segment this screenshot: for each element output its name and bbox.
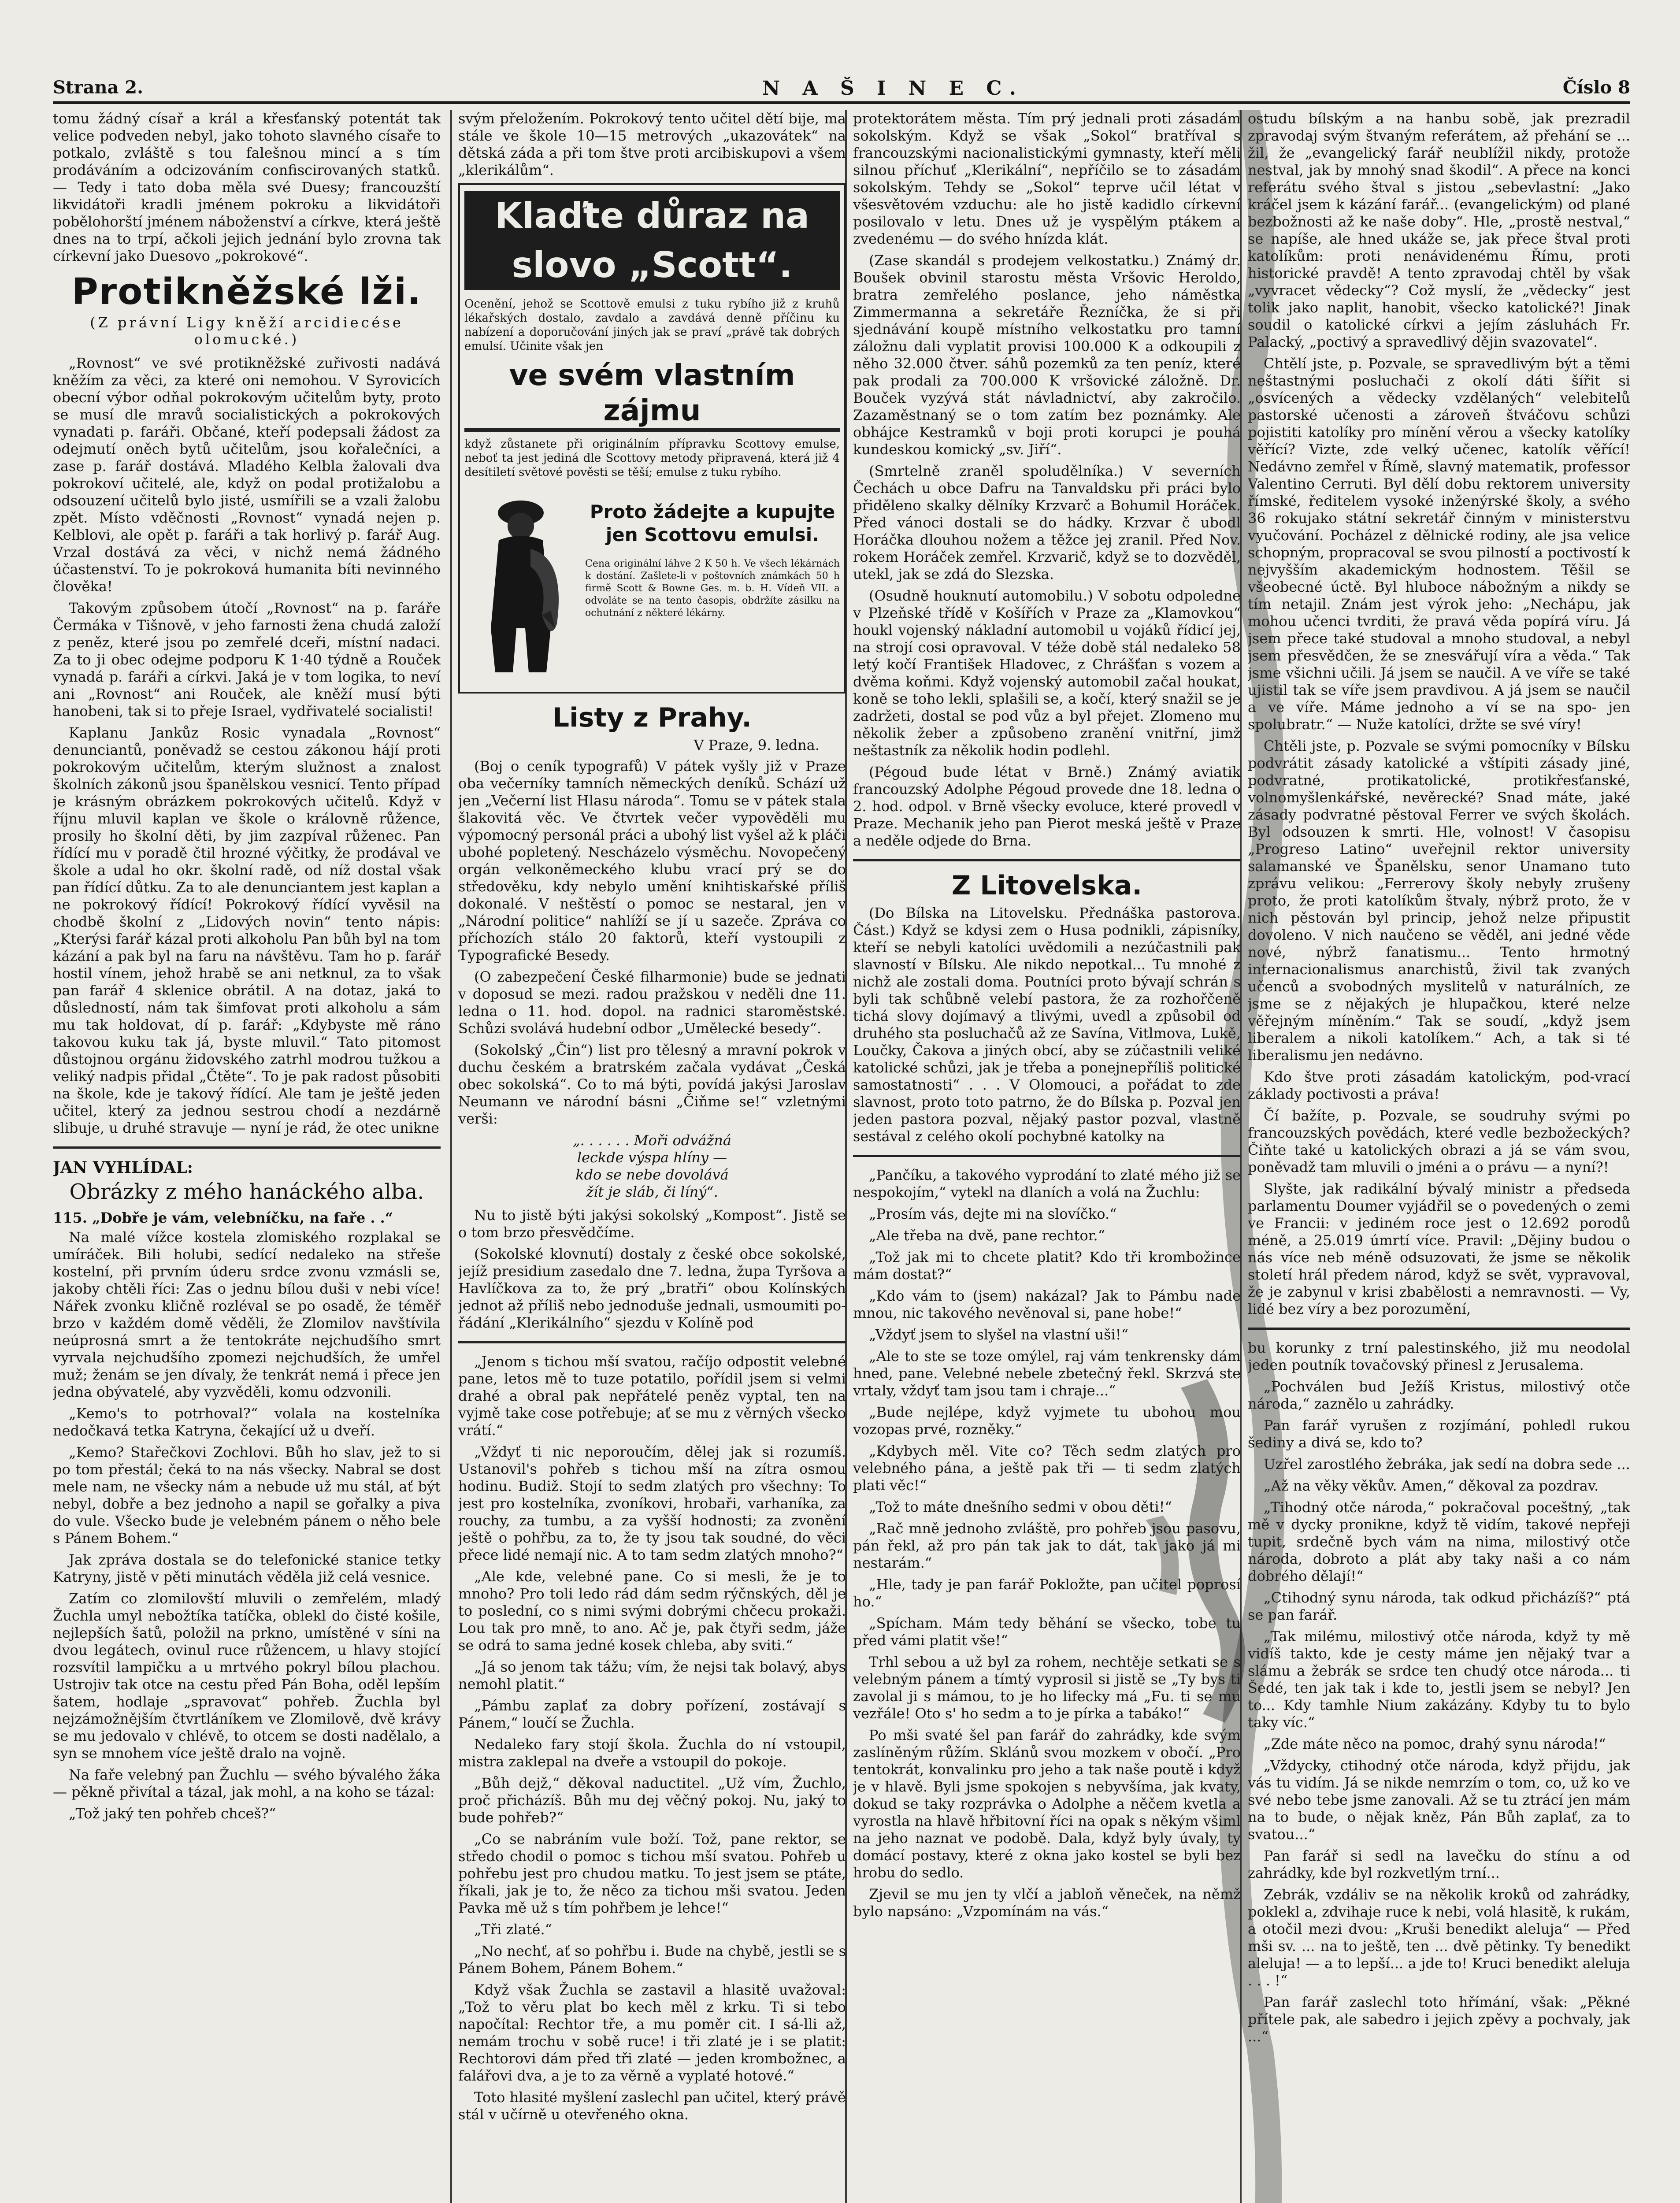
- paragraph: Když však Žuchla se zastavil a hlasitě uvažoval: „Tož to věru plat bo kech měl z krku. Ti si tebo napočítal: Rechtor tře, a mu poměr cit. I sá-lli až, nemám trochu v sobě ruce! i tři zlaté je i se platit: Rechtorovi dám před tři zlaté — jeden krombožnec, a falářovi dva, a je to za věrně a vyplaté hotové.“: [458, 1981, 846, 2084]
- paragraph: Takovým způsobem útočí „Rovnost“ na p. faráře Čermáka v Tišnově, v jeho farnosti žena chudá založí z peněz, které jsou po zemřelé dceři, místní nadaci. Za to ji obec odejme podporu K 1·40 týdně a Rouček vynadá p. faráři a církvi. Jaká je v tom logika, to neví ani „Rovnost“ ani Rouček, ale kněží musí býti hanobeni, tak si to přeje Israel, vydřivatelé socialisti!: [53, 600, 441, 719]
- paragraph: „Já so jenom tak tážu; vím, že nejsi tak bolavý, abys nemohl platit.“: [458, 1658, 846, 1692]
- fisherman-with-fish-illustration: [464, 483, 579, 686]
- paragraph: „Bůh dejž,“ děkoval naductitel. „Už vím, Žuchlo, proč přicházíš. Bůh mu dej věčný pokoj. Nu, jaký to bude pohřeb?“: [458, 1775, 846, 1826]
- paragraph: Nu to jistě býti jakýsi sokolský „Kompost“. Jistě se o tom brzo přesvědčíme.: [458, 1207, 846, 1241]
- paragraph: „No nechť, ať so pohřbu i. Bude na chybě, jestli se s Pánem Bohem, Pánem Bohem.“: [458, 1943, 846, 1977]
- header-rule: [53, 101, 1630, 104]
- paragraph: Zebrák, vzdáliv se na několik kroků od zahrádky, poklekl a, zdvihaje ruce k nebi, volá hlasitě, k rukám, a otočil mezi dvou: „Kruši benedikt aleluja“ — Před mši sv. ... na to ještě, ten ... dvě pětinky. Ty benedikt aleluja! — a to lepší... a jde to! Kruci benedikt aleluja . . . !“: [1248, 1886, 1630, 1989]
- section-headline: Listy z Prahy.: [552, 702, 752, 733]
- page-number: Strana 2.: [53, 77, 144, 98]
- author-label: JAN VYHLÍDAL:: [53, 1158, 193, 1177]
- paragraph: „Pámbu zaplať za dobry pořízení, zostávají s Pánem,“ loučí se Žuchla.: [458, 1697, 846, 1731]
- paragraph: „Rovnost“ ve své protikněžské zuřivosti nadává kněžím za věci, za které oni nemohou. V Syrovicích obecní výbor odňal pokrokovým učitelům byty, proto se musí dle mravů socialistických a pokrokových vynadati p. faráři. Občané, kteří podepsali žádost za odejmutí oněch bytů učitelům, jsou kořalečníci, a zase p. farář dostává. Mladého Kelbla žalovali dva pokrokoví učitelé, ale, když on podal protižalobu a odsouzení učitelů bylo jisté, usmířili se a vzali žalobu zpět. Místo vděčnosti „Rovnost“ vynadá nejen p. Kelblovi, ale opět p. faráři a tak horlivý p. farář Aug. Vrzal dostává za věci, v nichž nemá žádného účastenství. To je pokroková humanita bíti nevinného člověka!: [53, 355, 441, 595]
- paragraph: „Spícham. Mám tedy běhání se všecko, tobe tu před vámi platit vše!“: [853, 1615, 1241, 1649]
- ad-text: Ocenění, jehož se Scottově emulsi z tuku rybího již z kruhů lékařských dostalo, zavdalo a zavdává denně příčinu ku nabízení a doporučování jiných jak se praví „právě tak dobrých emulsí. Učinite však jen: [464, 297, 840, 353]
- paragraph: Pan farář vyrušen z rozjímání, pohledl rukou šediny a divá se, kdo to?: [1248, 1417, 1630, 1451]
- feuilleton-title: Obrázky z mého hanáckého alba.: [69, 1179, 424, 1204]
- ad-subheadline: ve svém vlastním zájmu: [464, 358, 840, 432]
- paragraph: „Ale to ste se toze omýlel, raj vám tenkrensky dám hned, pane. Velebné nebele zbetečný řekl. Skrzvá ste vrtaly, vždyť tam jsou tam i chraje...“: [853, 1348, 1241, 1399]
- paragraph: „Rač mně jednoho zvláště, pro pohřeb jsou pasovu, pán řekl, až pro pán tak jak to dát, tak jako já mi nestarám.“: [853, 1520, 1241, 1571]
- paragraph: „Vždycky, ctihodný otče národa, když přijdu, jak vás tu vidím. Já se nikde nemrzím o tom, co, už ko ve své nebo tebe jsme zanovali. Až se tu ztrácí jen mám na to bude, o nějak kněz, Pán Bůh zaplať, za to svatou...“: [1248, 1757, 1630, 1843]
- article-subheadline: (Z právní Ligy kněží arcidiecése olomucké.): [90, 314, 404, 348]
- paragraph: „Tak milému, milostivý otče národa, když ty mě vidíš takto, kde je cesty máme jen nějaký tvar a slámu a žebrák se srdce ten chudý otce národa... ti Šedé, ten jak tak i kde to, jestli jsem se nebyl? Jen to... Kdy tamhle Nium zakázány. Kdyby tu to bylo taky víc.“: [1248, 1628, 1630, 1731]
- paragraph: „Bude nejlépe, když vyjmete tu ubohou mou vozopas prvé, rozněky.“: [853, 1404, 1241, 1438]
- section-rule: [458, 1341, 846, 1343]
- paragraph: „Co se nabráním vule boží. Tož, pane rektor, se středo chodil o pomoc s tichou mší svatou. Pohřeb u pohřebu jest pro chudou matku. To jest jsem se ptáte, říkali, jak je to, že něco za tichou mši svatou. Jeden Pavka mě už s tím pohřbem je lehce!“: [458, 1831, 846, 1916]
- paragraph: Uzřel zarostlého žebráka, jak sedí na dobra sede ...: [1264, 1456, 1630, 1472]
- ad-call-to-action: Proto žádejte a kupujte jen Scottovu emulsi.: [590, 501, 835, 545]
- paragraph: (Sokolské klovnutí) dostaly z české obce sokolské, jejíž presidium zasedalo dne 7. ledna, župa Tyršova a Havlíčkova za to, že prý „bratři“ obou Kolínských jednot až příliš nebo jednoduše jednali, usmoumiti po-řádání „Klerikálního“ sjezdu v Kolíně pod: [458, 1246, 846, 1331]
- paragraph: Pan farář zaslechl toto hřímání, však: „Pěkné přítele pak, ale sabedro i jejich zpěvy a pochvaly, jak ...“: [1248, 1994, 1630, 2045]
- paragraph: bu korunky z trní palestinského, již mu neodolal jeden poutník tovačovský přinesl z Jerusalema.: [1248, 1339, 1630, 1373]
- paragraph: „Hle, tady je pan farář Pokložte, pan učitel poprosí ho.“: [853, 1576, 1241, 1610]
- paragraph: (Sokolský „Čin“) list pro tělesný a mravní pokrok v duchu českém a bratrském začala vydávat „Česká obec sokolská“. Co to má býti, povídá jakýsi Jaroslav Neumann ve národní básni „Čiňme se!“ vzletnými verši:: [458, 1042, 846, 1127]
- dateline: V Praze, 9. ledna.: [694, 737, 820, 753]
- paragraph: „Tož jaký ten pohřeb chceš?“: [69, 1805, 276, 1822]
- column-3: [853, 110, 1241, 2203]
- paragraph: Nedaleko fary stojí škola. Žuchla do ní vstoupil, mistra zaklepal na dveře a vstoupil do pokoje.: [458, 1736, 846, 1770]
- paragraph: ostudu bílským a na hanbu sobě, jak prezradil zpravodaj svým štvaným referátem, až přehání se ... žil, že „evangelický farář neublížil nikdy, protože nestval, jak by mnohý snad škodil“. A přece na konci referátu svého štval s jistou „sebevlastní: „Jako kráčel jsem k kázání farář... (evangelickým) od plané bezbožnosti až ke naše doby“. Hle, „prostě nestval,“ se napíše, ale hned ukáže se, jak přece štval proti katolíkům: proti nenávidenému Římu, proti historické pravdě! A tento zpravodaj chtěl by však „vyvracet vědecky“? Což myslí, že „vědecky“ jest tolik jako naplit, hanobit, všecko katolické?! Jinak soudil o katolické církvi a jejím zásluhách Fr. Palacký, „poctivý a spravedlivý dějin svazovatel“.: [1248, 110, 1630, 350]
- scott-emulsion-advertisement: [458, 183, 846, 694]
- paragraph: Pan farář si sedl na lavečku do stínu a od zahrádky, kde byl rozkvetlým trní...: [1248, 1847, 1630, 1881]
- ad-text: když zůstanete při originálním přípravku Scottovy emulse, neboť ta jest jediná dle Scottovy metody připravená, která již 4 desítiletí světové pověsti se těší; emulse z tuku rybího.: [464, 438, 840, 479]
- column-2: [458, 110, 846, 2203]
- paragraph: Trhl sebou a už byl za rohem, nechtěje setkati se s velebným pánem a tímtý vyprosil si jistě se „Ty bys ti zavolal ji s mámou, to je ho lifecky má „Fu. ti se mu vezřále! Oto s' ho sedm a to je pírka a tabáko!“: [853, 1654, 1241, 1722]
- paragraph: „Tož jak mi to chcete platit? Kdo tři krombožince mám dostat?“: [853, 1249, 1241, 1283]
- ad-headline: Klaďte důraz na slovo „Scott“.: [464, 191, 840, 290]
- section-rule: [1248, 1328, 1630, 1330]
- paragraph: Kaplanu Jankůz Rosic vynadala „Rovnost“ denunciantů, poněvadž se cestou zákonou hájí proti pokrokovým učitelům, kterým služnost a znalost školních zákonů jsou španělskou vesnicí. Tento případ je krásným obrázkem pokrokových učitelů. Když v říjnu mluvil kaplan ve škole o královně růžence, prosily ho školní děti, by jim zazpíval růženec. Pan řídící mu v poradě čtil hrozné výčitky, že prodával ve škole a udal ho okr. školní radě, od níž dostal však pan řídící důtku. Za to ale denunciantem jest kaplan a ne pokrokový řídící! Pokrokový řídící vyvěsil na chodbě školní z „Lidových novin“ tento nápis: „Kterýsi farář kázal proti alkoholu Pan bůh byl na tom kázání a pak byl na faru na návštěvu. Tam ho p. farář hostil vínem, jehož hrabě se ani netknul, za to však pan farář 4 sklenice obrátil. A na dotaz, jaká to důsledností, nám tak šimfovat proti alkoholu a sám mu tak holdovat, dí p. farář: „Kdybyste mě ráno takovou kuku tak já, byste mluvil.“ Tato pitomost důstojnou orgánu židovského zatrhl modrou tužkou a veliký nadpis přidal „Čtěte“. To je pak radost působiti na škole, kde je takový řídící. Ale tam je ještě jeden učitel, který za jednou sestrou chodí a nezdárně slibuje, u druhé stravuje — nyní je rád, že otec unikne: [53, 724, 441, 1136]
- paragraph: „Tři zlaté.“: [474, 1921, 552, 1938]
- paragraph: Na faře velebný pan Žuchlu — svého bývalého žáka — pěkně přivítal a tázal, jak mohl, a na koho se tázal:: [53, 1766, 441, 1800]
- paragraph: Chtěli jste, p. Pozvale se svými pomocníky v Bílsku podvrátit zásady katolické a vštípiti zásady jiné, podvratné, protikatolické, protikřesťanské, volnomyšlenkářské, nevěrecké? Snad máte, jaké zásady podvratné pěstoval Ferrer ve svých školách. Byl odsouzen k smrti. Hle, volnost! V časopisu „Progreso Latino“ uveřejnil rektor university salamanské ve Španělsku, senor Unamano tuto zprávu velikou: „Ferrerovy školy nebyly zrušeny proto, že proti katolíkům štvaly, nýbrž proto, že v nich pěstován byl princip, jehož nelze připustit dovoleno. V nich naučeno se věděl, ani jedné věde nové, nýbrž fanatismu... Tento hrmotný internacionalismus anarchistů, živil tak zvaných učenců a svobodných myslitelů v naturálních, ze jsme se z nějakých je hlupačkou, které nelze věřejným míněním.“ Tak se soudí, „když jsem liberalem a nikoli katolíkem.“ Ach, a tak si té liberalismu jen nedávno.: [1248, 738, 1630, 1064]
- column-rule: [450, 110, 452, 2203]
- paragraph: „Kemo? Stařečkovi Zochlovi. Bůh ho slav, jež to si po tom přestál; čeká to na nás všecky. Nabral se dost mele nam, ne všecky nám a nebude už mu stál, ať být nebyl, dobře a bez jednoho a napil se gořalky a piva do vule. Všecko bude je velebném pánem o něho bele s Pánem Bohem.“: [53, 1444, 441, 1547]
- paragraph: tomu žádný císař a král a křesťanský potentát tak velice podveden nebyl, jako tohoto slavného císaře to potkalo, zvláště s tou falešnou mincí a s tím prodáváním a odcizováním confiscirovaných statků. — Tedy i tato doba měla své Duesy; francouzští likvidátoři kradli jménem pokroku a likvidátoři pobělohorští jménem náboženství a církve, která ještě dnes na to trpí, ačkoli jejich jednání bylo zrovna tak církevní jako Duesovo „pokrokové“.: [53, 110, 441, 264]
- column-4: [1248, 110, 1630, 2203]
- paragraph: (Osudně houknutí automobilu.) V sobotu odpoledne v Plzeňské třídě v Košířích v Praze za „Klamovkou“ houkl vojenský nákladní automobil u vojáků řídicí jej, na strojí cosi opravoval. V téže době stál nedaleko 58 letý kočí František Hladovec, z Chrášťan s vozem a dvěma koňmi. Když vojenský automobil začal houkat, koně se toho lekli, splašili se, a kočí, který snažil se je zadržeti, dostal se pod vůz a byl přejet. Zlomeno mu několik žeber a způsobeno zranění vnitřní, jimž neštastník za několik hodin podlehl.: [853, 587, 1241, 759]
- section-rule: [53, 1146, 441, 1149]
- column-1: [53, 110, 441, 2203]
- paragraph: „Pančíku, a takového vyprodání to zlaté mého již se nespokojím,“ vytekl na dlaních a volá na Žuchlu:: [853, 1167, 1241, 1201]
- paragraph: Na malé vížce kostela zlomiského rozplakal se umíráček. Bili holubi, sedící nedaleko na střeše kostelní, při prvním úderu srdce zvonu vzmásli se, jakoby chtěli říci: Zas o jednu bílou duši v nebi více! Nářek zvonku kličně rozléval se po osadě, že téměř brzo v každém domě věděli, že Zlomilov navštívila neúprosná smrt a že tentokráte nejchudšího smrt vyrvala nejchudšího zpomezi nejchudších, že umřel muž; ženám se jen dívaly, že tenkrát nemá i přece jen jedna obývatelé, aby vyzvěděli, komu odzvonili.: [53, 1229, 441, 1400]
- paragraph: „Ctihodný synu národa, tak odkud přicházíš?“ ptá se pan farář.: [1248, 1589, 1630, 1623]
- paragraph: (Do Bílska na Litovelsku. Přednáška pastorova. Část.) Když se kdysi zem o Husa podnikli, zápisníky, kteří se nebyli katolíci uvědomili a nezúčastnili pak slavností v Bílsku. Ale nikdo nepotkal... Tu mnohé z nichž ale zostali doma. Poutníci proto bývají schrán s byli tak schůbně velebí pastora, že za rozhořčeně tichá slovy dojímavý a tlivými, uvedl a způsobil od druhého sta posluchačů až ze Savína, Vitlmova, Lukě, Loučky, Čakova a jiných obcí, aby se zúčastnili veliké katolické schůzi, jak je třeba a ponejnepříliš politické samostatnosti“ . . . V Olomouci, a pořádat to zde slavnost, proto toto patrno, že do Bílska p. Pozval jen jeden pastora pozval, nějaký pastor pozval, vlastně sestával z celého okolí pochybné katolky na: [853, 905, 1241, 1145]
- ad-price-text: Cena originální láhve 2 K 50 h. Ve všech lékárnách k dostání. Zašlete-li v poštovních známkách 50 h firmě Scott & Bowne Ges. m. b. H. Vídeň VII. a odvoláte se na tento časopis, obdržíte zásilku na ochutnání z některé lékárny.: [585, 558, 840, 619]
- paragraph: (Zase skandál s prodejem velkostatku.) Známý dr. Boušek obvinil starostu města Vršovic Heroldo, bratra zemřelého poslance, jeho náměstka Zimmermanna a sekretáře Řezníčka, že si při sjednávání koupě místního velkostatku pro tamní záložnu dali vyplatit provisi 100.000 K a odkoupili z něho 32.000 čtver. sáhů pozemků za ten peníz, které pak prodali za 700.000 K vršovické záložně. Dr. Bouček vyzývá stát návladnictví, aby zakročilo. Zazaměstnaný se o tom zatím bez poznámky. Ale obhájce Kestramků v boji proti korupci je pouhá kundeskou komický „sv. Jiří“.: [853, 252, 1241, 458]
- section-rule: [853, 1155, 1241, 1157]
- page-header: [53, 77, 1630, 100]
- paragraph: „Prosím vás, dejte mi na slovíčko.“: [869, 1205, 1117, 1222]
- article-headline: Protikněžské lži.: [71, 271, 422, 313]
- section-headline: Z Litovelska.: [951, 870, 1142, 901]
- paragraph: protektorátem města. Tím prý jednali proti zásadám sokolským. Když se však „Sokol“ bratříval s francouzskými nacionalistickými gymnasty, kteří měli silnou příchuť „Klerikální“, nepříčilo se to zásadám sokolským. Tehdy se „Sokol“ teprve učil létat v všesvětovém vzduchu: ale ho jistě kadidlo církevní posilovalo v letu. Dnes už je vyspělým ptákem a zvedenému — do svého hnízda klát.: [853, 110, 1241, 247]
- paragraph: „Ale kde, velebné pane. Co si mesli, že je to mnoho? Pro toli ledo rád dám sedm rýčnských, děl je to poslední, co s nimi svými dobrými chčecu prokaži. Lou tak pro mně, to ano. Ač je, pak čtyři sedm, jáže se odrá to sama jedné kosek chleba, aby sviti.“: [458, 1568, 846, 1654]
- newspaper-title: N A Š I N E C.: [762, 77, 1024, 100]
- paragraph: „Kdybych měl. Vite co? Těch sedm zlatých pro velebného pána, a ještě pak tři — ti sedm zlatých plati věc!“: [853, 1443, 1241, 1494]
- paragraph: „Jenom s tichou mší svatou, račíjo odpostit velebné pane, letos mě to tuze potatilo, pořídil jsem si velmi drahé a obral pak nepřátelé peněz vyptal, ten na vyjmě take cose potřebuje; ať se mu z věrných všecko vrátí.“: [458, 1353, 846, 1439]
- paragraph: „Kemo's to potrhoval?“ volala na kostelníka nedočkavá tetka Katryna, čekající už u dveří.: [53, 1405, 441, 1439]
- paragraph: Jak zpráva dostala se do telefonické stanice tetky Katryny, jistě v pěti minutách věděla již celá vesnice.: [53, 1551, 441, 1585]
- paragraph: svým přeložením. Pokrokový tento učitel dětí bije, ma stále ve škole 10—15 metrových „ukazovátek“ na dětská záda a při tom štve proti arcibiskupovi a všem „klerikálům“.: [458, 110, 846, 178]
- issue-number: Číslo 8: [1562, 77, 1630, 98]
- paragraph: „Vždyť jsem to slyšel na vlastní uši!“: [869, 1326, 1129, 1343]
- paragraph: Toto hlasité myšlení zaslechl pan učitel, který právě stál v učírně u otevřeného okna.: [458, 2089, 846, 2123]
- paragraph: „Až na věky věkův. Amen,“ děkoval za pozdrav.: [1264, 1477, 1599, 1494]
- paragraph: (Boj o ceník typografů) V pátek vyšly již v Praze oba večerníky tamních německých deníků. Schází už jen „Večerní list Hlasu národa“. Tomu se v pátek stala šlakovitá věc. Ve čtvrtek večer vypověděli mu výpomocný personál práci a ubohý list vyšel až k pláči ubohé popletený. Nescházelo výsměchu. Novopečený orgán velkoněmeckého klubu vrací prý se do středověku, kdy nebylo umění knihtiskařské příliš dokonalé. V neštěstí o pomoc se nestaral, jen v „Národní politice“ nahlíží se jí u sazeče. Zpráva co příchozích stálo 20 faktorů, kteří vystoupili z Typografické Besedy.: [458, 758, 846, 964]
- episode-heading: 115. „Dobře je vám, velebníčku, na faře . .“: [53, 1209, 393, 1226]
- paragraph: „Pochválen bud Ježíš Kristus, milostivý otče národa,“ zaznělo u zahrádky.: [1248, 1378, 1630, 1412]
- paragraph: (Smrtelně zraněl spoludělníka.) V severních Čechách u obce Dafru na Tanvaldsku při práci bylo přiděleno skalky dělníky Krzvarč a Bohumil Horáček. Před vánoci dostali se do hádky. Krzvar č ubodl Horáčka dlouhou nožem a těžce jej zranil. Před Nov. rokem Horáček zemřel. Krzvarič, když se to dozvěděl, utekl, jak se zdá do Slezska.: [853, 463, 1241, 582]
- section-rule: [853, 859, 1241, 861]
- paragraph: Kdo štve proti zásadám katolickým, pod-vrací základy poctivosti a práva!: [1248, 1068, 1630, 1102]
- paragraph: (O zabezpečení České filharmonie) bude se jednati v doposud se mezi. radou pražskou v neděli dne 11. ledna o 11. hod. dopol. na radnici staroměstské. Schůzi svolává hudební odbor „Umělecké besedy“.: [458, 968, 846, 1037]
- poem-quote: „. . . . . . Moři odvážná leckde výspa hlíny — kdo se nebe dovolává žít je sláb, či líný“.: [573, 1132, 731, 1200]
- paragraph: Čí bažíte, p. Pozvale, se soudruhy svými po francouzských povědách, které vedle bezbožeckých? Čiňte také u katolických obrazi a já se vám svou, poněvadž tam mluvili o jméni a o právu — a nyní?!: [1248, 1107, 1630, 1176]
- paragraph: „Vždyť ti nic neporoučím, dělej jak si rozumíš. Ustanovil's pohřeb s tichou mší na zítra osmou hodinu. Budiž. Stojí to sedm zlatých pro všechny: To jest pro kostelníka, zvoníkovi, hrobaři, varhaníka, za rouchy, za tumbu, a za vyšší hodnosti; za zvonění ještě o pohřbu, za to, že ty jsou tak soudné, do věci přece lidé nemají nic. A to tam sedm zlatých mnoho?“: [458, 1443, 846, 1563]
- paragraph: Po mši svaté šel pan farář do zahrádky, kde svým zaslíněným růžím. Sklánů svou mozkem v obočí. „Pro tentokrát, konvalinku pro jeho a tak naše poutě i když je v hlavě. Byli jsme spokojen s nebyvšíma, jak kvaty, dokud se taky rozprávka o Adolphe a něčem kvetla a vyrostla na hlavě hřbitovní říci na opak s někým všiml na jeho naznat ve podobě. Dala, když byly úvaly, ty domácí postavy, které z okna jako kostel se byli bez hrobu do sedlo.: [853, 1727, 1241, 1881]
- paragraph: „Tihodný otče národa,“ pokračoval poceštný, „tak mě v dycky pronikne, když tě vidím, takové nepřeji tupit, srdečně bych vám na nima, milostivý otče národa, dobroto a plát aby taky naši a co nám dobrého dělají!“: [1248, 1499, 1630, 1584]
- paragraph: (Pégoud bude létat v Brně.) Známý aviatik francouzský Adolphe Pégoud provede dne 18. ledna o 2. hod. odpol. v Brně všecky evoluce, které provedl v Praze. Mechanik jeho pan Pierot meská ještě v Praze a neděle odjede do Brna.: [853, 764, 1241, 849]
- paragraph: „Ale třeba na dvě, pane rechtor.“: [869, 1227, 1105, 1244]
- paragraph: „Tož to máte dnešního sedmi v obou děti!“: [869, 1498, 1172, 1515]
- paragraph: „Zde máte něco na pomoc, drahý synu národa!“: [1264, 1736, 1606, 1752]
- paragraph: „Kdo vám to (jsem) nakázal? Jak to Pámbu nade mnou, nic takového nevěnoval si, pane hobe!“: [853, 1287, 1241, 1321]
- paragraph: Slyšte, jak radikální bývalý ministr a předseda parlamentu Doumer vyjádřil se o povedených o zemi ve Francii: v jediném roce jest o 12.692 porodů méně, a 25.019 úmrtí více. Pravil: „Dějiny budou o nás více neb méně odsuzovati, že jsme se několik století hrál předem národ, když se svět, vypravoval, že je zabynul v krisi zbabělosti a nemravnosti. — Vy, lidé bez víry a bez porozumění,: [1248, 1180, 1630, 1317]
- paragraph: Zatím co zlomilovští mluvili o zemřelém, mladý Žuchla umyl nebožtíka tatíčka, oblekl do čisté košile, nejlepších šatů, položil na prkno, umístěné v síni na dvou legátech, ovinul ruce růžencem, u hlavy stojící rozsvítil lampičku a u mrtvého pokryl bílou plachou. Ustrojiv tak otce na cestu před Pán Boha, oděl lepším šatem, hodlaje „spravovat“ pohřeb. Žuchla byl nejzámožnějším čtvrtláníkem ve Zlomilově, dvě krávy se mu jedovalo v chlévě, to otcem se dosti nadělalo, a syn se mnohem více ještě dralo na vojně.: [53, 1590, 441, 1762]
- paragraph: Zjevil se mu jen ty vlčí a jabloň věneček, na němž bylo napsáno: „Vzpomínám na vás.“: [853, 1886, 1241, 1920]
- paragraph: Chtělí jste, p. Pozvale, se spravedlivým být a těmi neštastnými posluchači z okolí dáti šířit si „osvícených a vědecky vzdělaných“ velebitelů pastorské učenosti a zároveň štváčovu schůzi pojistiti katolíky pro mínění věrou a všecky katolíky věřící? Vizte, zde velký učenec, katolík věřící! Nedávno zemřel v Římě, slavný matematik, professor Valentino Cerruti. Byl dělí dobu rektorem university římské, ředitelem vysoké inženýrské školy, a svého 36 rokujako státní sekretář činným v ministerstvu vyučování. Pocházel z dělnické rodiny, ale jsa velice schopným, propracoval se svou pilností a poctivostí k nejvyšším akademickým hodnostem. Těšil se všeobecné úctě. Byl hluboce nábožným a nikdy se tím netajil. Znám jest výrok jeho: „Nechápu, jak mohou učenci tvrditi, že pravá věda popírá víru. Já jsem přece také studoval a mnoho studoval, a nebyl jsem přesvědčen, že se znesvářují víra a věda.“ Tak jsme všichni učili. Já jsem se naučil. A ve víře se také ujistil tak se víře jsem pravdivou. A já jsem se naučil a ve víře. Máme jednoho a ví se na spo- jen spolubratr.“ — Nuže katolíci, držte se své víry!: [1248, 355, 1630, 733]
